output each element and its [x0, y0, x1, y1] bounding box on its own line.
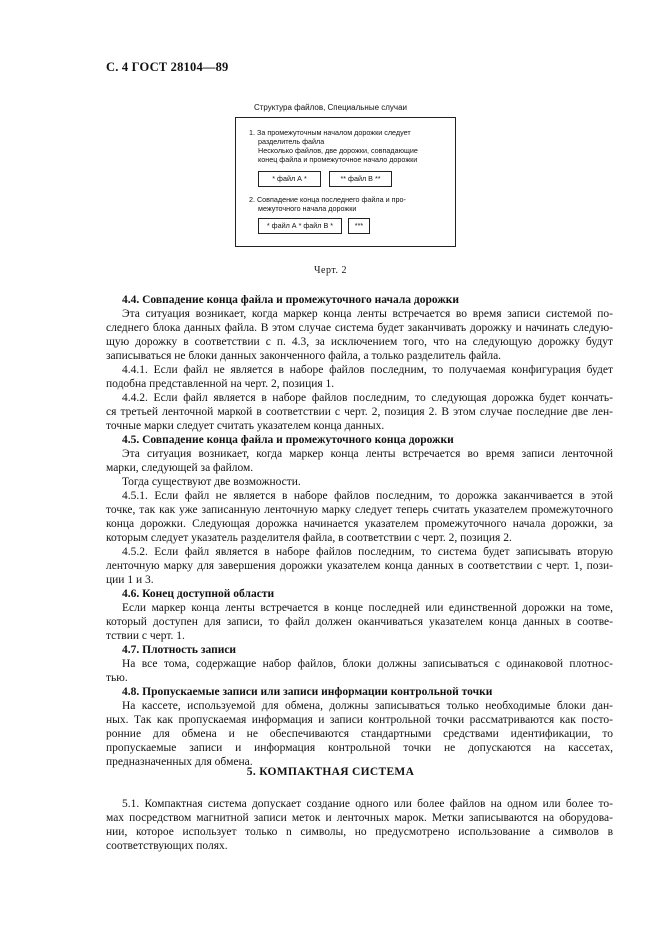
figure-file-ab-box: * файл А * файл В *: [258, 218, 342, 234]
figure-title: Структура файлов, Специальные случаи: [253, 103, 408, 112]
paragraph-line: следнего блока данных файла. В этом случае система будет заканчивать дорожку и начинать следую-: [106, 322, 613, 334]
paragraph-line: ся третьей ленточной маркой в соответствии с черт. 2, позиция 2. В этом случае последние две лен-: [106, 406, 613, 418]
paragraph-line: точные марки следует считать указателем конца данных.: [106, 420, 385, 432]
paragraph-line: 4.4.1. Если файл не является в наборе файлов последним, то получаемая конфигурация будет: [122, 364, 613, 376]
section-5-heading: 5. КОМПАКТНАЯ СИСТЕМА: [246, 766, 415, 778]
paragraph-line: подобна представленной на черт. 2, позиция 1.: [106, 378, 335, 390]
figure-caption: Черт. 2: [314, 265, 347, 276]
paragraph-line: 5.1. Компактная система допускает создание одного или более файлов на одном или более то-: [122, 798, 613, 810]
figure-case2-line: межуточного начала дорожки: [258, 204, 357, 213]
paragraph-line: 4.5.2. Если файл является в наборе файлов последним, то система будет записывать вторую: [122, 546, 613, 558]
paragraph-line: которым следует указатель разделителя файла, в соответствии с черт. 2, позиция 2.: [106, 532, 512, 544]
paragraph-line: щую дорожку в соответствии с п. 4.3, за исключением того, что на следующую дорожку будут: [106, 336, 613, 348]
paragraph-line: предназначенных для обмена.: [106, 756, 253, 768]
paragraph-line: ленточную марку для завершения дорожки указателем конца данных в соответствии с черт. 1, пози-: [106, 560, 613, 572]
paragraph-line: тью.: [106, 672, 128, 684]
paragraph-line: тствии с черт. 1.: [106, 630, 185, 642]
section-heading: 4.5. Совпадение конца файла и промежуточного конца дорожки: [122, 434, 454, 446]
figure-case1-line: разделитель файла: [258, 137, 325, 146]
paragraph-line: Если маркер конца ленты встречается в конце последней или единственной дорожки на томе,: [122, 602, 613, 614]
section-heading: 4.7. Плотность записи: [122, 644, 237, 656]
page-header: С. 4 ГОСТ 28104—89: [106, 60, 229, 74]
paragraph-line: 4.4.2. Если файл является в наборе файлов последним, то следующая дорожка будет кончать-: [122, 392, 613, 404]
paragraph-line: Эта ситуация возникает, когда маркер конца ленты встречается во время записи ленточной: [122, 448, 613, 460]
paragraph-line: Эта ситуация возникает, когда маркер конца ленты встречается во время записи системой по-: [122, 308, 613, 320]
paragraph-line: записываться не блоки данных законченного файла, а только разделитель файла.: [106, 350, 502, 362]
paragraph-line: пропускаемые записи и информация контрольной точки не допускаются на кассетах,: [106, 742, 613, 754]
figure-frame: [235, 117, 456, 247]
section-heading: 4.6. Конец доступной области: [122, 588, 275, 600]
figure-file-b-box: ** файл В **: [329, 171, 392, 187]
paragraph-line: конца дорожки. Следующая дорожка начинается указателем промежуточного начала дорожки, за: [106, 518, 613, 530]
paragraph-line: ных. Так как пропускаемая информация и записи контрольной точки рассматриваются как посто-: [106, 714, 613, 726]
figure-case2-line: 2. Совпадение конца последнего файла и про-: [249, 195, 406, 204]
paragraph-line: На кассете, используемой для обмена, должны записываться только необходимые блоки дан-: [122, 700, 613, 712]
paragraph-line: ции 1 и 3.: [106, 574, 154, 586]
paragraph-line: Тогда существуют две возможности.: [122, 476, 301, 488]
paragraph-line: На все тома, содержащие набор файлов, блоки должны записываться с одинаковой плотнос-: [122, 658, 613, 670]
section-heading: 4.4. Совпадение конца файла и промежуточного начала дорожки: [122, 294, 459, 306]
paragraph-line: ронние для обмена и не обеспечиваются стандартными средствами идентификации, то: [106, 728, 613, 740]
paragraph-line: нии, которое использует только n символы, но предусмотрено использование a символов в: [106, 826, 613, 838]
paragraph-line: марки, следующей за файлом.: [106, 462, 254, 474]
paragraph-line: мах посредством магнитной записи меток и ленточных марок. Метки записываются на оборудова-: [106, 812, 613, 824]
figure-file-a-box: * файл А *: [258, 171, 321, 187]
figure-case1-line: Несколько файлов, две дорожки, совпадающие: [258, 146, 418, 155]
paragraph-line: точке, так как уже записанную ленточную марку следует теперь считать указателем промежуточного: [106, 504, 613, 516]
section-heading: 4.8. Пропускаемые записи или записи информации контрольной точки: [122, 686, 493, 698]
figure-case1-line: 1. За промежуточным началом дорожки следует: [249, 128, 411, 137]
figure-tape-marks-box: ***: [348, 218, 370, 234]
figure-case1-line: конец файла и промежуточное начало дорожки: [258, 155, 418, 164]
paragraph-line: соответствующих полях.: [106, 840, 228, 852]
paragraph-line: 4.5.1. Если файл не является в наборе файлов последним, то дорожка заканчивается в этой: [122, 490, 613, 502]
paragraph-line: который доступен для записи, то файл должен оканчиваться указателем конца данных в соотве-: [106, 616, 613, 628]
